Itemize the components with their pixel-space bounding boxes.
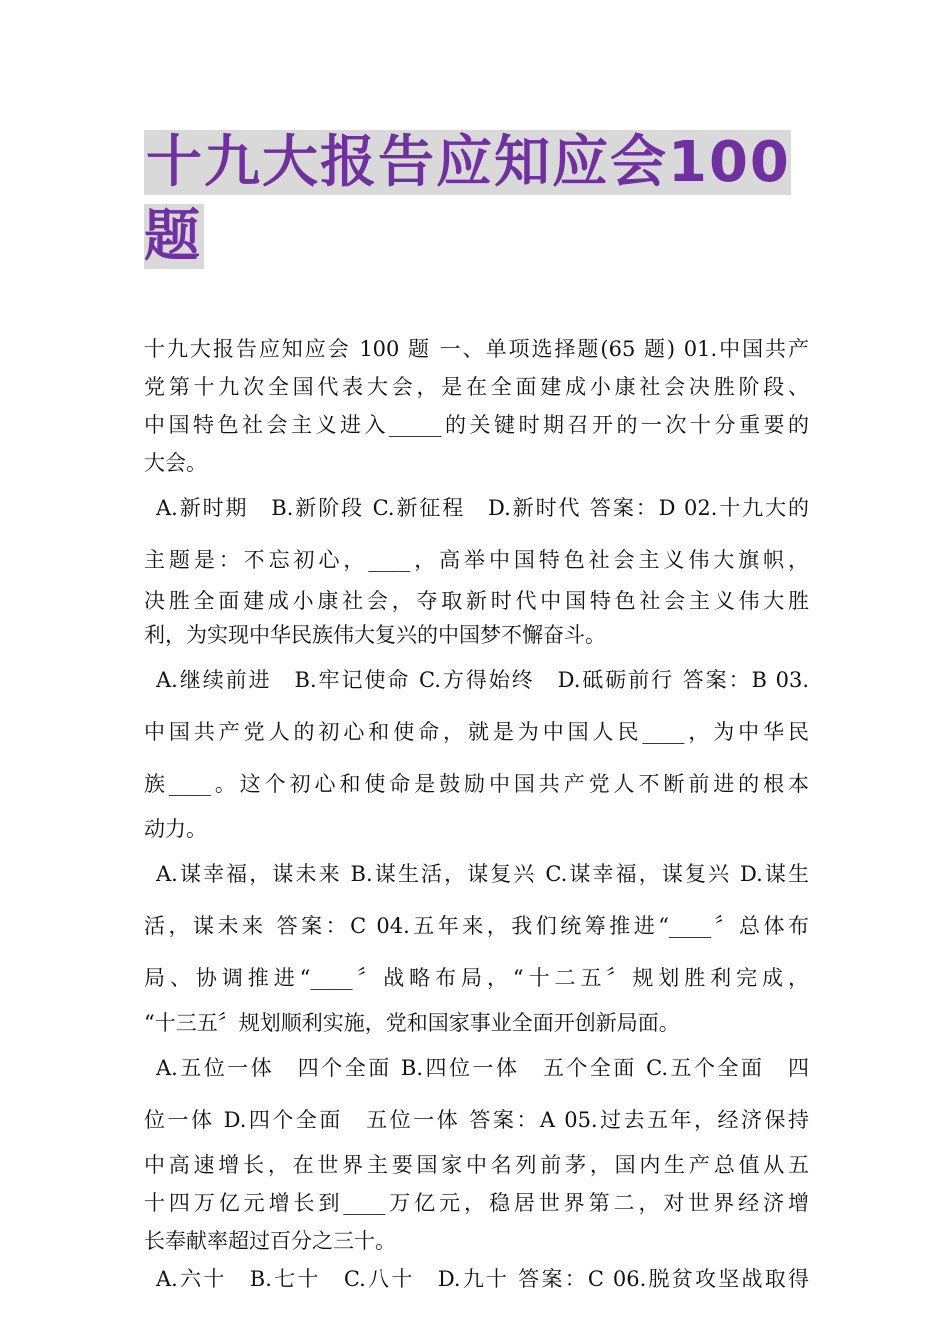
text-line: 十九大报告应知应会 100 题 一、单项选择题(65 题) 01.中国共产 <box>144 337 809 361</box>
text-line: 主题是：不忘初心，____，高举中国特色社会主义伟大旗帜， <box>144 548 809 572</box>
text-line: 族____。这个初心和使命是鼓励中国共产党人不断前进的根本 <box>144 772 809 796</box>
options-line: A.谋幸福，谋未来 B.谋生活，谋复兴 C.谋幸福，谋复兴 D.谋生 <box>156 862 809 886</box>
text-line: “十三五〞规划顺利实施，党和国家事业全面开创新局面。 <box>144 1011 680 1035</box>
text-line: 局、协调推进“____〞战略布局，“十二五〞规划胜利完成， <box>144 966 809 990</box>
text-line: 十四万亿元增长到____万亿元，稳居世界第二，对世界经济增 <box>144 1191 809 1215</box>
options-line: A.五位一体 四个全面 B.四位一体 五个全面 C.五个全面 四 <box>156 1056 809 1080</box>
text-line: 动力。 <box>144 817 207 841</box>
text-line: 大会。 <box>144 451 207 475</box>
text-line: 长奉献率超过百分之三十。 <box>144 1229 396 1253</box>
text-line: 中高速增长，在世界主要国家中名列前茅，国内生产总值从五 <box>144 1153 809 1177</box>
text-line: 中国特色社会主义进入_____的关键时期召开的一次十分重要的 <box>144 413 809 437</box>
text-line: 党第十九次全国代表大会，是在全面建成小康社会决胜阶段、 <box>144 375 809 399</box>
text-line: 决胜全面建成小康社会，夺取新时代中国特色社会主义伟大胜 <box>144 589 809 613</box>
text-line: 活，谋未来 答案：C 04.五年来，我们统筹推进“____〞总体布 <box>144 914 809 938</box>
document-body <box>144 330 809 1298</box>
text-line: 位一体 D.四个全面 五位一体 答案：A 05.过去五年，经济保持 <box>144 1108 809 1132</box>
text-line: 利，为实现中华民族伟大复兴的中国梦不懈奋斗。 <box>144 623 606 647</box>
document-title <box>144 126 809 274</box>
options-line: A.继续前进 B.牢记使命 C.方得始终 D.砥砺前行 答案：B 03. <box>156 668 809 692</box>
options-line: A.新时期 B.新阶段 C.新征程 D.新时代 答案：D 02.十九大的 <box>156 496 809 520</box>
title-highlight: 十九大报告应知应会100题 <box>144 130 791 269</box>
options-line: A.六十 B.七十 C.八十 D.九十 答案：C 06.脱贫攻坚战取得 <box>156 1267 809 1291</box>
text-line: 中国共产党人的初心和使命，就是为中国人民____，为中华民 <box>144 720 809 744</box>
